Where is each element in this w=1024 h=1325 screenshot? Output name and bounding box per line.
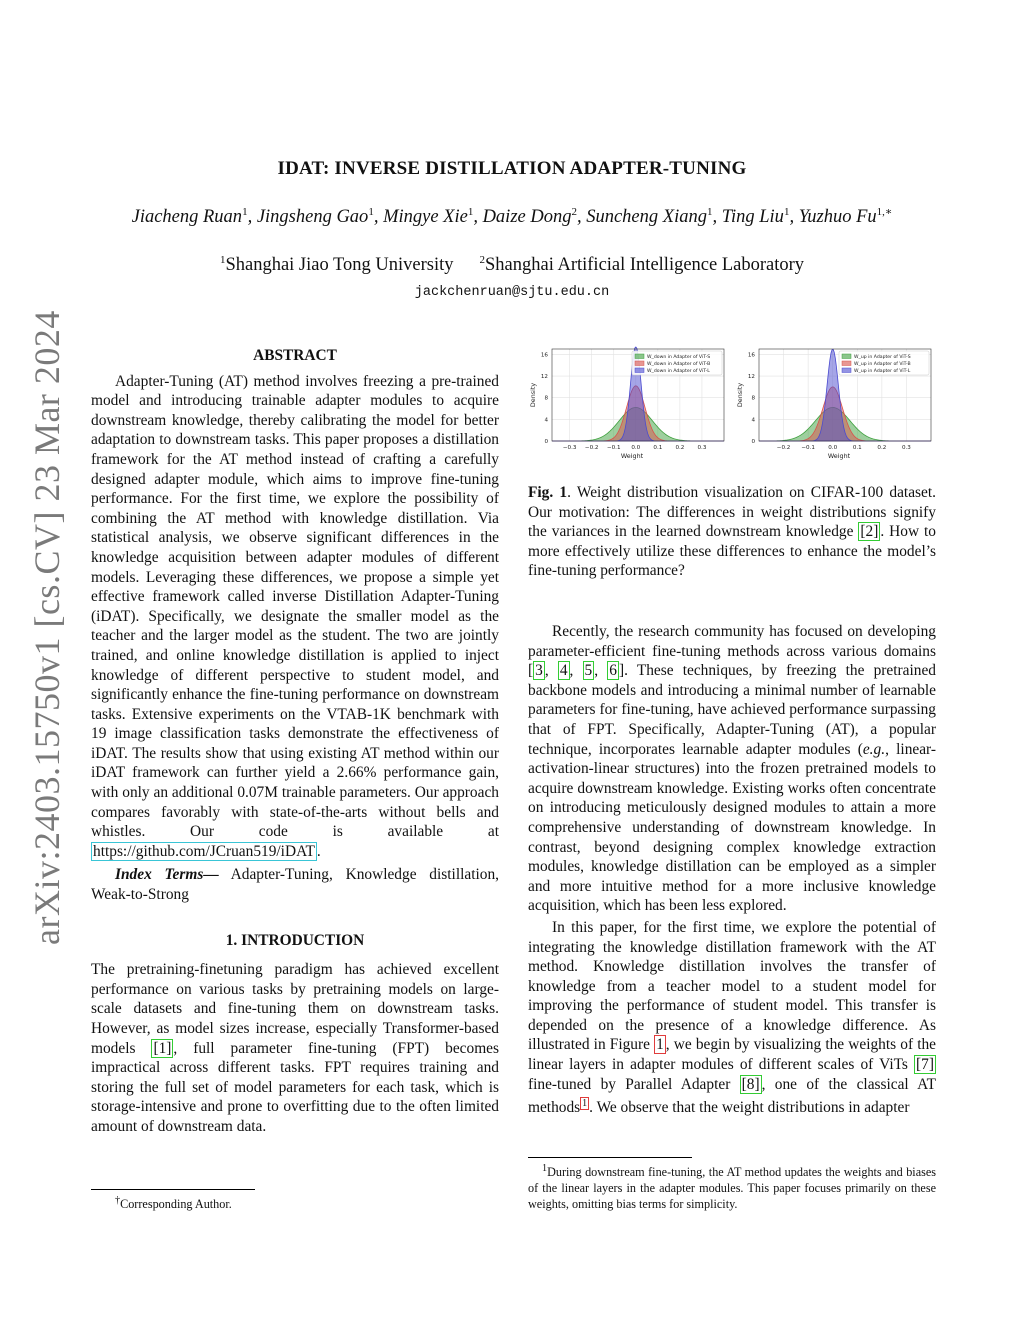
affil-name-2: Shanghai Artificial Intelligence Laboratory [485, 255, 805, 276]
chart-w-up [735, 343, 935, 465]
intro-p2-text: Recently, the research community has focused on developing parameter-efficient fine-tuning methods across various domains [528, 623, 936, 660]
legend-entry-1: W_down in Adapter of ViT-S [647, 355, 711, 360]
footnote-ref-1[interactable]: 1 [582, 1098, 588, 1110]
legend-swatch-3 [842, 368, 851, 373]
author-name: Daize Dong [482, 207, 572, 228]
intro-p2-text-b: . These techniques, by freezing the pretrained backbone models and introducing a minimal number of learnable parameters for fine-tuning, have achieved performance surpassing that of FPT. Specifically, Adapter-Tuning (AT), a popular technique, incorporates learnable adapter modules ( [528, 662, 936, 758]
cite-6[interactable]: 6 [609, 662, 617, 680]
intro-paragraph-3 [528, 918, 936, 1118]
legend-swatch-1 [842, 354, 851, 359]
y-tick-label: 16 [747, 352, 755, 359]
x-tick-label: 0.1 [852, 445, 862, 451]
affil-name-1: Shanghai Jiao Tong University [225, 255, 454, 276]
author-name: Ting Liu [721, 207, 784, 228]
author-affil: 1 [242, 206, 248, 218]
index-terms-label: Index Terms— [115, 866, 219, 884]
author-name: Jingsheng Gao [256, 207, 369, 228]
author-affil: 1 [783, 206, 790, 218]
footnote-mark-dagger: † [115, 1195, 121, 1206]
caption-text-end: . How to more effectively utilize these differences to enhance the model’s fine-tuning performance? [528, 523, 936, 580]
abstract-body [91, 372, 499, 862]
cite-2[interactable]: [2] [860, 523, 879, 541]
intro-p3-text-e: . We observe that the weight distributions in adapter [589, 1099, 910, 1117]
paper-title: IDAT: INVERSE DISTILLATION ADAPTER-TUNING [277, 158, 747, 179]
intro-p3-text-d: , one of the classical AT methods [528, 1075, 936, 1117]
footnote-left-text: Corresponding Author. [120, 1197, 232, 1212]
y-tick-label: 8 [751, 395, 755, 402]
intro-p3-text-b: , we begin by visualizing the weights of the linear layers in adapter modules of different scales of ViTs [528, 1036, 936, 1074]
x-tick-label: −0.1 [801, 445, 815, 451]
intro-p2-eg: e.g. [862, 740, 886, 758]
y-tick-label: 8 [544, 395, 548, 402]
x-axis-label: Weight [827, 452, 851, 460]
legend-entry-2: W_up in Adapter of ViT-B [854, 362, 911, 367]
intro-p3-text: In this paper, for the first time, we explore the potential of integrating the knowledge distillation framework with the AT method. Knowledge distillation involves the transfer of knowledge from a teacher model to a student model for improving the performance of student model. This transfer is depended on the presence of a knowledge difference. As illustrated in Figure [528, 918, 936, 1054]
author-affil: 1 [706, 206, 713, 218]
figure-ref-1[interactable]: 1 [656, 1036, 664, 1054]
cite-8[interactable]: [8] [741, 1075, 760, 1093]
intro-paragraph-2: Recently, the research community has focused on developing parameter-efficient fine-tuning methods across various domains [ 3 , 4 , 5 , 6 ]. These techniques, by freezing the pretrained backbone models and introducing a minimal number of learnable parameters for fine-tuning, have achieved performance surpassing that of FPT. Specifically, Adapter-Tuning (AT), a popular technique, incorporates learnable adapter modules (e.g., linear-activation-linear structures) into the frozen pretrained models to acquire downstream knowledge. Existing works often concentrate on introducing meticulously designed modules to attain a more comprehensive understanding of downstream knowledge. In contrast, beyond designing complex knowledge extraction modules, knowledge distillation can be employed as a simpler and more intuitive method for a more inclusive knowledge acquisition, which has been less explored. [528, 623, 936, 915]
x-tick-label: 0.2 [675, 445, 685, 451]
legend-swatch-2 [842, 361, 851, 366]
intro-p1-text: The pretraining-finetuning paradigm has achieved excellent performance on various tasks by pretraining models on large-scale datasets and fine-tuning them on downstream tasks. However, as model sizes increase, especially Transformer-based models [91, 961, 499, 1057]
x-tick-label: −0.3 [562, 445, 577, 451]
intro-p3-text-c: fine-tuned by Parallel Adapter [528, 1075, 740, 1093]
author-name: Mingye Xie [383, 207, 468, 228]
legend-swatch-1 [635, 354, 644, 359]
x-tick-label: 0.1 [653, 445, 663, 451]
author-name: Jiacheng Ruan [131, 207, 243, 228]
legend-entry-3: W_up in Adapter of ViT-L [854, 369, 911, 374]
cite-5[interactable]: 5 [584, 662, 593, 680]
footnote-left [91, 1193, 499, 1212]
y-tick-label: 12 [747, 374, 755, 381]
affil-num-2: 2 [479, 254, 486, 266]
footnote-mark-1: 1 [542, 1163, 548, 1174]
y-tick-label: 4 [751, 417, 755, 424]
author-name: Suncheng Xiang [586, 207, 707, 228]
left-column [91, 346, 499, 1137]
author-affil: 1 [368, 206, 374, 218]
code-link[interactable]: https://github.com/JCruan519/iDAT [93, 842, 315, 860]
x-tick-label: 0.3 [901, 445, 911, 451]
cite-7[interactable]: [7] [916, 1056, 934, 1074]
y-tick-label: 0 [751, 439, 755, 445]
cite-1[interactable]: [1] [153, 1039, 172, 1057]
abstract-end: . [316, 842, 321, 860]
index-terms [91, 865, 499, 904]
x-tick-label: −0.1 [606, 445, 621, 451]
footnote-rule-right [528, 1157, 692, 1158]
y-tick-label: 4 [544, 417, 548, 424]
legend-entry-1: W_up in Adapter of ViT-S [854, 355, 911, 360]
legend-swatch-3 [635, 368, 644, 373]
figure-caption [528, 483, 936, 581]
author-affil: 1 [467, 206, 474, 218]
legend-swatch-2 [635, 361, 644, 366]
abstract-text: Adapter-Tuning (AT) method involves freezing a pre-trained model and introducing trainable adapter modules to acquire downstream knowledge, thereby calibrating the model for better adaptation to downstream tasks. This paper proposes a distillation framework for the AT method instead of crafting a carefully designed adapter module, which aims to improve fine-tuning performance. For the first time, we explore the possibility of combining the AT method with knowledge distillation. Via statistical analysis, we observe significant differences in the knowledge acquisition between adapter modules of different models. Leveraging these differences, we propose a simple yet effective framework called inverse Distillation Adapter-Tuning (iDAT). Specifically, we designate the smaller model as the teacher and the larger model as the student. The two are jointly trained, and online knowledge distillation is applied to inject knowledge of different perspective to student model, and significantly enhance the fine-tuning performance on downstream tasks. Extensive experiments on the VTAB-1K benchmark with 19 image classification tasks demonstrate the effectiveness of iDAT. The results show that using existing AT method within our iDAT framework can further yield a 2.66% performance gain, with only an additional 0.07M trainable parameters. Our approach compares favorably with state-of-the-arts without bells and whistles. Our code is available at [91, 372, 499, 841]
footnote-rule-left [91, 1189, 255, 1190]
cite-3[interactable]: 3 [535, 662, 543, 680]
x-axis-label: Weight [620, 452, 644, 460]
right-column [528, 622, 936, 1118]
y-tick-label: 0 [544, 439, 548, 445]
affiliations [0, 254, 1024, 276]
affil-num-1: 1 [219, 254, 226, 266]
caption-text: . Weight distribution visualization on CIFAR-100 dataset. Our motivation: The differences in weight distributions signify the variances in the learned downstream knowledge [528, 484, 936, 541]
index-terms-text: Adapter-Tuning, Knowledge distillation, Weak-to-Strong [91, 866, 499, 904]
intro-paragraph-1 [91, 960, 499, 1136]
contact-email: jackchenruan@sjtu.edu.cn [414, 285, 610, 300]
abstract-heading: ABSTRACT [253, 347, 337, 364]
y-axis-label: Density [736, 382, 744, 408]
y-axis-label: Density [529, 382, 537, 408]
x-tick-label: −0.2 [584, 445, 599, 451]
author-affil: 2 [571, 206, 577, 218]
footnote-right-text: During downstream fine-tuning, the AT method updates the weights and biases of the linear layers in the adapter modules. This paper focuses primarily on these weights, omitting bias terms for simplicity. [528, 1165, 936, 1212]
figure-1 [528, 343, 936, 465]
arxiv-stamp: arXiv:2403.15750v1 [cs.CV] 23 Mar 2024 [27, 310, 67, 945]
chart-w-down [528, 343, 728, 465]
x-tick-label: 0.0 [631, 445, 641, 451]
intro-heading: 1. INTRODUCTION [225, 931, 365, 949]
y-tick-label: 12 [540, 374, 548, 381]
intro-p2-text-c: , linear-activation-linear structures) into the frozen pretrained models to acquire downstream knowledge. Existing works often concentrate on introducing meticulously designed modules to attain a more comprehensive understanding of downstream knowledge. In contrast, beyond designing complex knowledge extraction modules, knowledge distillation can be employed as a simpler and more intuitive method for a more inclusive knowledge acquisition, which has been less explored. [528, 740, 936, 915]
figure-label: Fig. 1 [528, 484, 568, 501]
legend-entry-3: W_down in Adapter of ViT-L [647, 369, 710, 374]
cite-4[interactable]: 4 [559, 662, 568, 680]
footnote-right [528, 1161, 936, 1212]
x-tick-label: 0.2 [877, 445, 887, 451]
y-tick-label: 16 [540, 352, 548, 359]
author-list: Jiacheng Ruan$^1$, Jingsheng Gao$^1$, Mingye Xie$^1$, Daize Dong$^2$, Suncheng Xiang$^1$, Ting Liu$^1$, Yuzhuo $Fu^{1,∗}$ [131, 206, 893, 228]
author-affil: 1,∗ [876, 206, 893, 218]
author-name: Yuzhuo Fu [798, 207, 877, 228]
x-tick-label: 0.0 [828, 445, 838, 451]
legend-entry-2: W_down in Adapter of ViT-B [647, 362, 711, 367]
intro-p1-text-end: , full parameter fine-tuning (FPT) becomes impractical across different tasks. FPT requires training and storing the full set of model parameters for each task, which is storage-intensive and prone to overfitting due to the often limited amount of downstream data. [91, 1039, 499, 1135]
x-tick-label: −0.2 [776, 445, 791, 451]
x-tick-label: 0.3 [697, 445, 707, 451]
